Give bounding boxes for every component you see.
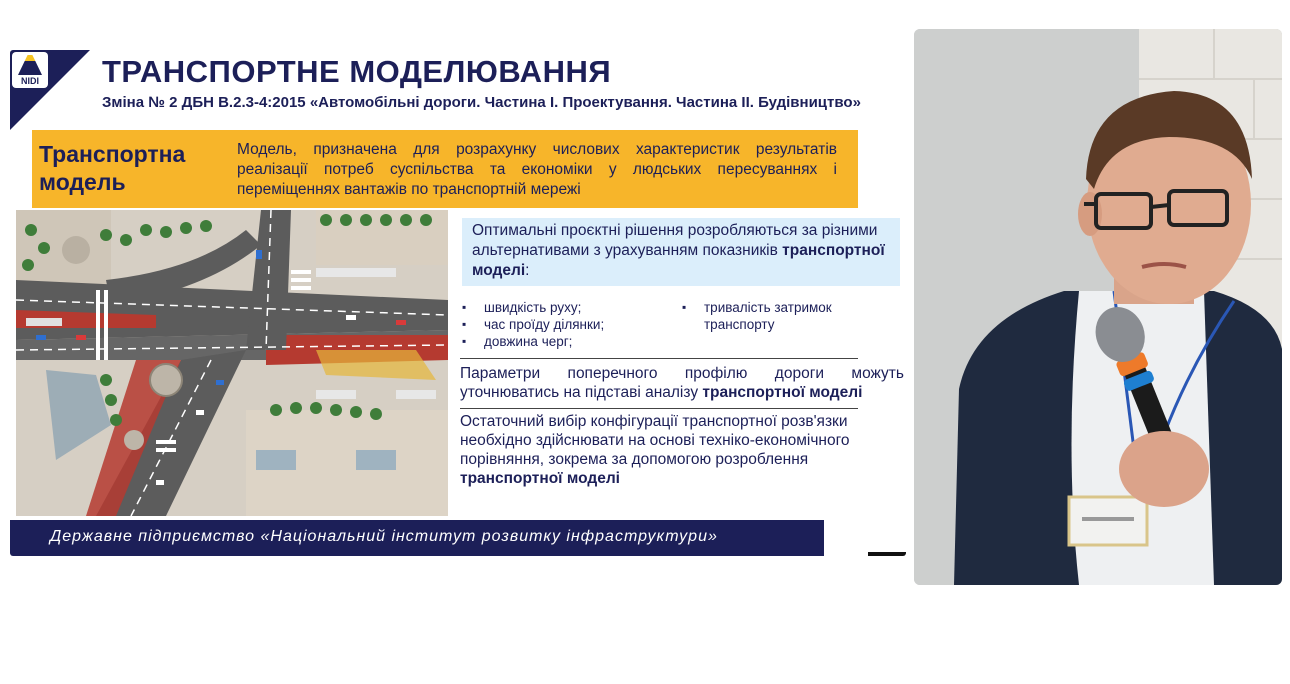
list-item: ▪ час проїду ділянки; [462,316,672,333]
slide-footer [10,520,824,556]
info-box [462,218,900,286]
nidi-logo: NIDI [12,52,48,88]
paragraph-profile: Параметри поперечного профілю дороги можуть уточнюватись на підставі аналізу транспортної моделі [460,365,904,401]
footer-text: Державне підприємство «Національний інститут розвитку інфраструктури» [50,528,718,545]
info-highlight: транспортної моделі [472,242,885,279]
definition-term: Транспортна модель [39,141,186,195]
divider [460,358,858,359]
slide-subtitle: Зміна № 2 ДБН В.2.3-4:2015 «Автомобільні дороги. Частина І. Проектування. Частина ІІ. Будівництво» [102,94,861,111]
paragraph-highlight: транспортної моделі [702,384,863,401]
divider [460,408,858,409]
bullet-list-left [462,299,672,350]
list-item: ▪ тривалість затримок транспорту [682,299,882,333]
slide-title: ТРАНСПОРТНЕ МОДЕЛЮВАННЯ [102,54,612,89]
definition-box [32,130,858,208]
speaker-video [914,29,1282,585]
presentation-slide [10,50,906,556]
paragraph-highlight: транспортної моделі [460,470,620,487]
bullet-list-right [682,299,882,333]
info-text: Оптимальні проєктні рішення розробляються за різними альтернативами з урахуванням показників транспортної моделі: [472,222,885,279]
footer-accent [868,552,906,556]
list-item: ▪ довжина черг; [462,333,672,350]
road-icon [18,55,42,75]
paragraph-final-choice: Остаточний вибір конфігурації транспортної розв'язки необхідно здійснювати на основі техніко-економічного порівняння, зокрема за допомогою розроблення транспортної моделі [460,413,850,487]
list-item: ▪ швидкість руху; [462,299,672,316]
intersection-map-image [16,210,448,516]
definition-text: Модель, призначена для розрахунку числових характеристик результатів реалізації потреб суспільства та економіки у людських пересуваннях і переміщеннях вантажів по транспортній мережі [237,141,837,198]
